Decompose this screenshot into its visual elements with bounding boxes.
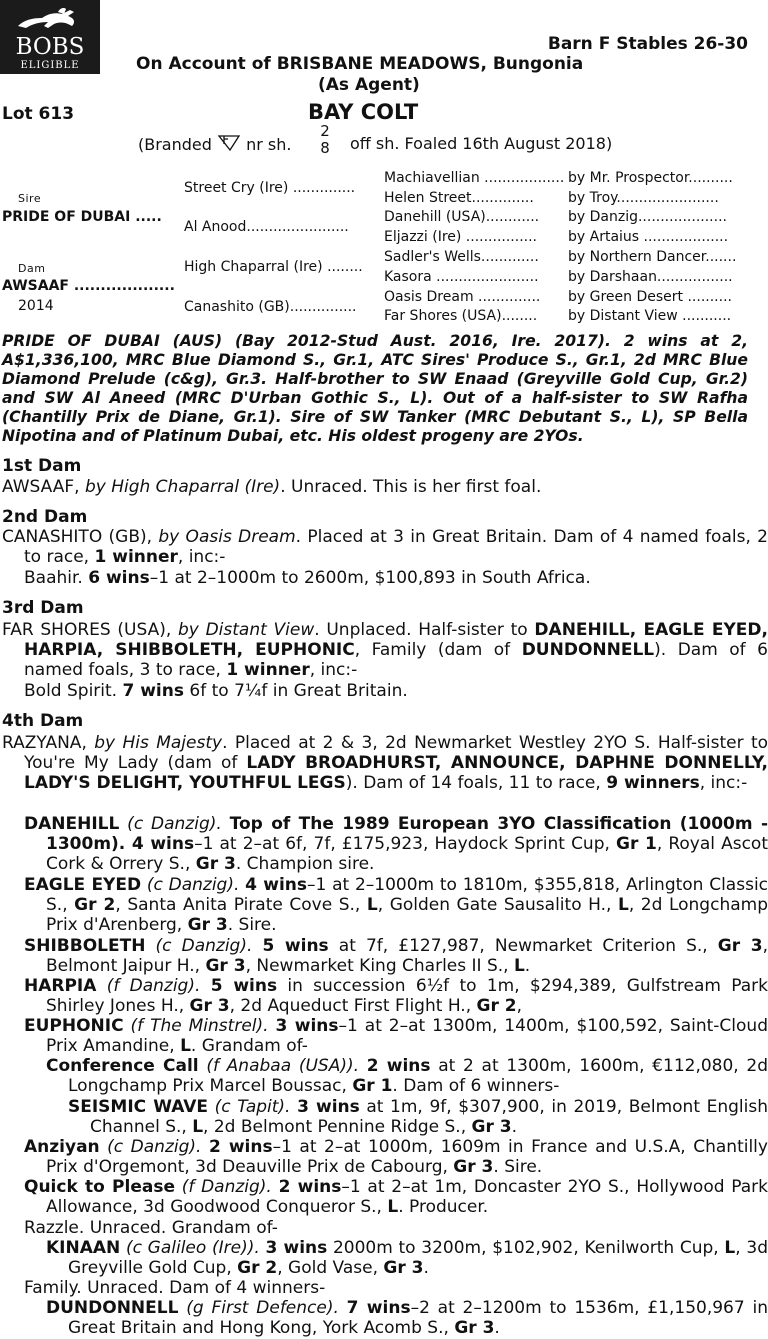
progeny-grade: Gr 2 — [237, 1258, 278, 1278]
progeny-grade: Gr 1 — [616, 834, 657, 854]
dam-label: Dam — [18, 262, 46, 275]
dam3-rest2: , Family (dam of — [354, 640, 522, 660]
dam4-name: RAZYANA, — [2, 733, 95, 753]
progeny-record: , Golden Gate Sausalito H., — [377, 895, 618, 915]
section-4th-dam: 4th Dam — [2, 711, 84, 731]
brand-mid: nr sh. — [246, 135, 292, 154]
dam2-by: by Oasis Dream — [158, 527, 296, 547]
ped-gen2-3: High Chaparral (Ire) ........ — [184, 259, 363, 275]
bobs-eligible-logo — [0, 0, 100, 74]
progeny-record: –1 at 2–at 6f, 7f, £175,923, Haydock Sprint Cup, — [194, 834, 617, 854]
progeny-record: . — [524, 956, 531, 976]
progeny-sire: (c Galileo (Ire)). — [120, 1238, 266, 1258]
progeny-record: 2000m to 3200m, $102,902, Kenilworth Cup, — [327, 1238, 725, 1258]
dam2-rest2: , inc:- — [177, 547, 226, 567]
progeny-conference-call — [46, 1056, 768, 1096]
progeny-name: DANEHILL — [24, 814, 120, 834]
dam3-by: by Distant View — [178, 620, 315, 640]
dam2-name: CANASHITO (GB), — [2, 527, 159, 547]
brand-num-bottom: 8 — [320, 139, 330, 157]
progeny-record: . Sire. — [227, 915, 277, 935]
progeny-wins: 5 wins — [262, 936, 329, 956]
progeny-grade: L — [618, 895, 629, 915]
progeny-quick-to-please — [24, 1177, 768, 1217]
progeny-grade: Gr 3 — [471, 1117, 512, 1137]
progeny-record: –2 at 2–1200m to 1536m, £1,150,967 in Great Britain and Hong Kong, York Acomb S., — [68, 1298, 768, 1338]
progeny-euphonic — [24, 1016, 768, 1056]
ped-gen3-4: Eljazzi (Ire) ................ — [384, 229, 538, 245]
progeny-record: . — [494, 1318, 500, 1338]
dam4-ladys-progeny: LADY BROADHURST, ANNOUNCE, DAPHNE DONNELLY, LADY'S DELIGHT, YOUTHFUL LEGS — [24, 753, 768, 793]
progeny-grade: Gr 3 — [187, 915, 228, 935]
dam4-by: by His Majesty — [94, 733, 223, 753]
progeny-grade: Gr 3 — [195, 854, 236, 874]
ped-gen4-1: by Mr. Prospector.......... — [568, 170, 733, 186]
sire-name: PRIDE OF DUBAI ..... — [2, 209, 162, 225]
progeny-grade: Gr 3 — [383, 1258, 424, 1278]
progeny-grade: Gr 3 — [189, 996, 230, 1016]
progeny-sire: (f Danzig). — [96, 976, 211, 996]
dam4-rest1: . Placed at 2 & 3, 2d Newmarket Westley 2YO S. Half-sister to You're My Lady (dam of — [24, 733, 768, 773]
progeny-record: , 3d Greyville Gold Cup, — [68, 1238, 768, 1278]
progeny-record: , 2d Belmont Pennine Ridge S., — [203, 1117, 472, 1137]
ped-gen4-2: by Troy....................... — [568, 190, 719, 206]
progeny-eagle-eyed — [24, 875, 768, 935]
sire-summary: PRIDE OF DUBAI (AUS) (Bay 2012-Stud Aust. 2016, Ire. 2017). 2 wins at 2, A$1,336,100, MRC Blue Diamond S., Gr.1, ATC Sires' Produce S., Gr.1, 2d MRC Blue Diamond Prelude (c&g), Gr.3. Half-brother to SW Enaad (Greyville Gold Cup, Gr.2) and SW Al Aneed (MRC D'Urban Gothic S., L). Out of a half-sister to SW Rafha (Chantilly Prix de Diane, Gr.1). Sire of SW Tanker (MRC Debutant S., L), SP Bella Nipotina and of Platinum Dubai, etc. His oldest progeny are 2YOs. — [2, 332, 748, 445]
vendor-account: On Account of BRISBANE MEADOWS, Bungonia — [136, 54, 584, 74]
progeny-record: . Grandam of- — [190, 1036, 308, 1056]
progeny-grade: L — [180, 1036, 191, 1056]
progeny-wins: 3 wins — [275, 1016, 339, 1036]
dam1-text — [2, 477, 746, 497]
progeny-record: at 2 at 1300m, 1600m, €112,080, 2d Longchamp Prix Marcel Boussac, — [68, 1056, 768, 1096]
progeny-wins: 5 wins — [210, 976, 278, 996]
progeny-record: . Dam of 6 winners- — [392, 1076, 560, 1096]
ped-gen3-1: Machiavellian .................. — [384, 170, 565, 186]
progeny-record: . Sire. — [493, 1157, 543, 1177]
barn-location: Barn F Stables 26-30 — [547, 34, 748, 54]
progeny-sire: (c Tapit). — [208, 1097, 298, 1117]
dam3-p1-rest: 6f to 7¼f in Great Britain. — [184, 681, 408, 701]
dam2-p1-rest: –1 at 2–1000m to 2600m, $100,893 in South Africa. — [149, 568, 591, 588]
progeny-sire: (c Danzig). — [145, 936, 263, 956]
brand-post: off sh. Foaled 16th August 2018) — [350, 134, 613, 153]
ped-gen4-7: by Green Desert .......... — [568, 289, 732, 305]
logo-sub-text: ELIGIBLE — [20, 60, 80, 71]
progeny-grade: Gr 2 — [476, 996, 517, 1016]
brand-num-top: 2 — [320, 122, 330, 140]
dam1-name: AWSAAF, — [2, 477, 85, 497]
progeny-classification: Top of The 1989 European 3YO Classification (1000m - 1300m). — [46, 814, 768, 854]
dam-year: 2014 — [18, 298, 54, 314]
section-3rd-dam: 3rd Dam — [2, 598, 84, 618]
progeny-record: at 1m, 9f, $307,900, in 2019, Belmont English Channel S., — [90, 1097, 768, 1137]
progeny-kinaan — [46, 1238, 768, 1278]
progeny-sire: (f The Minstrel). — [123, 1016, 276, 1036]
progeny-wins: 3 wins — [297, 1097, 360, 1117]
progeny-wins: 4 wins — [125, 834, 195, 854]
progeny-sire: (c Danzig). — [99, 1137, 209, 1157]
ped-gen3-7: Oasis Dream .............. — [384, 289, 541, 305]
dam3-p1-name: Bold Spirit. — [24, 681, 123, 701]
progeny-sire: (g First Defence). — [178, 1298, 347, 1318]
ped-gen4-3: by Danzig.................... — [568, 209, 727, 225]
sire-label: Sire — [18, 192, 42, 205]
progeny-seismic-wave — [68, 1097, 768, 1137]
section-1st-dam: 1st Dam — [2, 456, 82, 476]
progeny-wins: 2 wins — [208, 1137, 273, 1157]
progeny-record: –1 at 2–at 1000m, 1609m in France and U.S.A, Chantilly Prix d'Orgemont, 3d Deauville Prix de Cabourg, — [46, 1137, 768, 1177]
progeny-danehill — [24, 814, 768, 874]
progeny-grade: Gr 3 — [205, 956, 246, 976]
ped-gen2-4: Canashito (GB)............... — [184, 299, 357, 315]
ped-gen3-6: Kasora ....................... — [384, 269, 539, 285]
progeny-shibboleth — [24, 936, 768, 976]
progeny-record: –1 at 2–at 1m, Doncaster 2YO S., Hollywood Park Allowance, 3d Goodwood Conqueror S., — [46, 1177, 768, 1217]
progeny-wins: 3 wins — [265, 1238, 328, 1258]
progeny-wins: 4 wins — [245, 875, 308, 895]
progeny-name: HARPIA — [24, 976, 97, 996]
horse-title: BAY COLT — [308, 100, 419, 124]
progeny-grade: Gr 2 — [74, 895, 116, 915]
ped-gen3-5: Sadler's Wells............. — [384, 249, 539, 265]
progeny-record: . — [423, 1258, 429, 1278]
section-2nd-dam: 2nd Dam — [2, 507, 88, 527]
progeny-wins: 2 wins — [366, 1056, 431, 1076]
progeny-record: , Santa Anita Pirate Cove S., — [115, 895, 367, 915]
progeny-grade: Gr 3 — [717, 936, 763, 956]
progeny-record: –1 at 2–at 1300m, 1400m, $100,592, Saint-Cloud Prix Amandine, — [46, 1016, 768, 1056]
progeny-grade: L — [513, 956, 525, 976]
progeny-harpia — [24, 976, 768, 1016]
ped-gen2-1: Street Cry (Ire) .............. — [184, 180, 356, 196]
progeny-anziyan — [24, 1137, 768, 1177]
progeny-sire: (c Danzig). — [141, 875, 246, 895]
brand-line — [138, 134, 291, 154]
progeny-record: . Champion sire. — [235, 854, 375, 874]
progeny-grade: Gr 1 — [352, 1076, 393, 1096]
dam2-p1-wins: 6 wins — [88, 568, 150, 588]
dam2-p1-name: Baahir. — [24, 568, 89, 588]
progeny-wins: 2 wins — [278, 1177, 342, 1197]
dam2-winner: 1 winner — [94, 547, 178, 567]
progeny-sire: (f Anabaa (USA)). — [198, 1056, 367, 1076]
dam4-rest2: ). Dam of 14 foals, 11 to race, — [345, 773, 607, 793]
dam-name: AWSAAF ................... — [2, 278, 175, 294]
progeny-name: EAGLE EYED — [24, 875, 142, 895]
dam1-by: by High Chaparral (Ire) — [84, 477, 281, 497]
progeny-sire: (f Danzig). — [175, 1177, 279, 1197]
dam3-halfsibs: DANEHILL, EAGLE EYED, HARPIA, SHIBBOLETH, EUPHONIC — [24, 620, 768, 660]
progeny-record: , Newmarket King Charles II S., — [245, 956, 514, 976]
brand-mark-icon — [217, 134, 241, 152]
dam4-winners: 9 winners — [606, 773, 700, 793]
ped-gen4-8: by Distant View ........... — [568, 308, 732, 324]
progeny-record: . Producer. — [398, 1197, 489, 1217]
lot-number: Lot 613 — [2, 104, 75, 124]
progeny-grade: Gr 3 — [453, 1157, 494, 1177]
dam3-progeny-1 — [24, 681, 746, 701]
horse-rider-icon — [14, 6, 84, 32]
ped-gen4-6: by Darshaan................. — [568, 269, 733, 285]
ped-gen3-2: Helen Street.............. — [384, 190, 534, 206]
progeny-name: EUPHONIC — [24, 1016, 124, 1036]
progeny-record: , Royal Ascot Cork & Orrery S., — [46, 834, 768, 874]
ped-gen2-2: Al Anood....................... — [184, 219, 349, 235]
dam3-rest1: . Unplaced. Half-sister to — [314, 620, 535, 640]
brand-pre: (Branded — [138, 135, 212, 154]
dam2-progeny-1 — [24, 568, 746, 588]
progeny-record: –1 at 2–1000m to 1810m, $355,818, Arlington Classic S., — [46, 875, 768, 915]
progeny-family: Family. Unraced. Dam of 4 winners- — [24, 1278, 326, 1298]
progeny-grade: L — [192, 1117, 204, 1137]
progeny-wins: 7 wins — [346, 1298, 411, 1318]
progeny-razzle: Razzle. Unraced. Grandam of- — [24, 1218, 278, 1238]
brand-fraction — [319, 123, 331, 157]
progeny-record: , Belmont Jaipur H., — [46, 936, 768, 976]
progeny-name: Anziyan — [24, 1137, 100, 1157]
vendor-agent: (As Agent) — [318, 75, 420, 95]
progeny-grade: L — [366, 895, 378, 915]
progeny-name: KINAAN — [46, 1238, 121, 1258]
progeny-record: , Gold Vase, — [277, 1258, 384, 1278]
progeny-record: , — [516, 996, 523, 1016]
progeny-name: Quick to Please — [24, 1177, 175, 1197]
dam3-text — [2, 620, 768, 680]
progeny-record: in succession 6½f to 1m, $294,389, Gulfstream Park Shirley Jones H., — [46, 976, 768, 1016]
ped-gen4-4: by Artaius ................... — [568, 229, 729, 245]
dam3-p1-wins: 7 wins — [122, 681, 184, 701]
progeny-record: . — [511, 1117, 518, 1137]
dam3-rest3: ). Dam of 6 named foals, 3 to race, — [24, 640, 768, 680]
progeny-grade: Gr 3 — [454, 1318, 495, 1338]
progeny-grade: L — [724, 1238, 736, 1258]
progeny-name: DUNDONNELL — [46, 1298, 179, 1318]
dam3-rest4: , inc:- — [309, 660, 358, 680]
ped-gen4-5: by Northern Dancer....... — [568, 249, 737, 265]
dam2-text — [2, 527, 768, 567]
progeny-name: SEISMIC WAVE — [68, 1097, 209, 1117]
progeny-record: at 7f, £127,987, Newmarket Criterion S., — [328, 936, 718, 956]
progeny-record: , 2d Longchamp Prix d'Arenberg, — [46, 895, 768, 935]
progeny-name: Conference Call — [46, 1056, 199, 1076]
dam2-rest1: . Placed at 3 in Great Britain. Dam of 4 named foals, 2 to race, — [24, 527, 768, 567]
progeny-record: , 2d Aqueduct First Flight H., — [229, 996, 477, 1016]
progeny-dundonnell — [46, 1298, 768, 1338]
dam1-rest: . Unraced. This is her first foal. — [280, 477, 542, 497]
ped-gen3-8: Far Shores (USA)........ — [384, 308, 538, 324]
progeny-sire: (c Danzig). — [119, 814, 230, 834]
dam4-text — [2, 733, 768, 793]
dam3-winner: 1 winner — [226, 660, 310, 680]
progeny-name: SHIBBOLETH — [24, 936, 146, 956]
logo-main-text: BOBS — [15, 34, 85, 60]
dam4-rest3: , inc:- — [699, 773, 748, 793]
ped-gen3-3: Danehill (USA)............ — [384, 209, 540, 225]
dam3-family: DUNDONNELL — [521, 640, 655, 660]
progeny-grade: L — [387, 1197, 399, 1217]
dam3-name: FAR SHORES (USA), — [2, 620, 178, 640]
